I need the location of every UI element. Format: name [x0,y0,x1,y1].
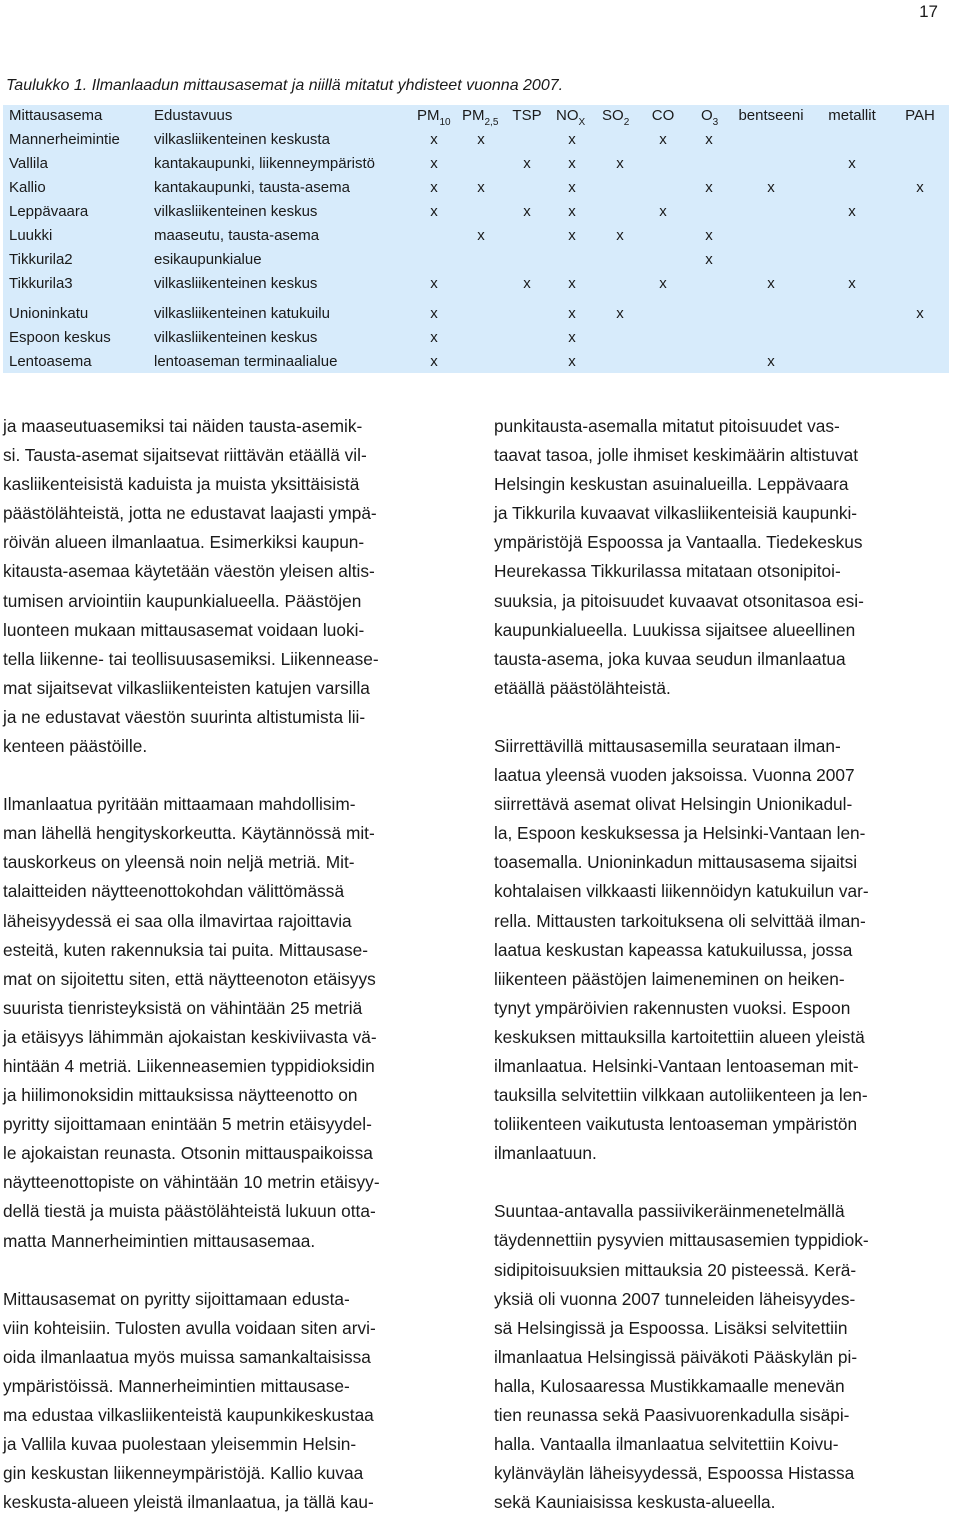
text-line: si. Tausta-asemat sijaitsevat riittävän etäällä vil- [3,445,367,466]
table-row [3,275,949,297]
header-co: CO [651,107,675,124]
text-line: läheisyydessä ei saa olla ilmavirtaa rajoittavia [3,910,352,931]
measure-cell-o3: x [705,227,713,244]
text-line: toasemalla. Unioninkadun mittausasema sijaitsi [494,852,858,873]
header-benzene: bentseeni [738,107,804,124]
text-line: tien reunassa sekä Paasivuorenkadulla sisäpi- [494,1405,850,1425]
measure-cell-o3: x [705,251,713,268]
header-metals: metallit [828,107,876,124]
measure-cell-pm10: x [430,275,438,292]
header-pm10: $PM_{10}$ [417,107,451,128]
table-row [3,227,949,249]
measure-cell-pm25: x [477,179,485,196]
measure-cell-nox: x [568,155,576,172]
measure-cell-tsp: x [523,275,531,292]
text-line: tynyt ympäröivien rakennusten vuoksi. Espoon [494,997,851,1018]
measure-cell-co: x [659,275,667,292]
text-line: mat sijaitsevat vilkasliikenteisten katujen varsilla [3,677,370,698]
measure-cell-pm10: x [430,305,438,322]
text-line: suurista tienristeyksistä on vähintään 25 metriä [3,997,363,1018]
text-line: Heurekassa Tikkurilassa mitataan otsonipitoi- [494,561,841,582]
measure-cell-nox: x [568,275,576,292]
station-representation: vilkasliikenteinen keskusta [154,131,330,148]
measure-cell-pm10: x [430,131,438,148]
text-line: suuksia, ja pitoisuudet kuvaavat otsonitasoa esi- [494,590,864,611]
text-line: ja etäisyys lähimmän ajokaistan keskiviivasta vä- [3,1026,377,1047]
text-line: talaitteiden näytteenottokohdan välittömässä [3,881,345,902]
text-line: taavat tasoa, jolle ihmiset keskimäärin altistuvat [494,445,859,466]
text-line: ympäristöjä Espoossa ja Vantaalla. Tiedekeskus [494,532,863,553]
text-line: gin keskustan liikenneympäristöjä. Kallio kuvaa [3,1463,364,1484]
text-line: keskusta-alueen yleistä ilmanlaatua, ja tällä kau- [3,1492,374,1513]
station-name: Vallila [9,155,48,172]
text-line: mat on sijoitettu siten, että näytteenoton etäisyys [3,968,376,989]
paragraph [494,1197,949,1517]
text-line: Siirrettävillä mittausasemilla seurataan ilman- [494,735,841,756]
text-line: liikenteen päästöjen laimeneminen on heiken- [494,968,845,989]
table-row [3,155,949,177]
text-line: ilmanlaatua Helsingissä päiväkoti Pääskylän pi- [494,1346,858,1367]
measure-cell-benzene: x [767,179,775,196]
text-line: ilmanlaatuun. [494,1143,597,1164]
right-text-column [494,412,949,1517]
measure-cell-so2: x [616,227,624,244]
page-number: 17 [919,2,938,21]
text-line: ilmanlaatua. Helsinki-Vantaan lentoaseman mit- [494,1055,859,1076]
text-line: laatua keskustan kapeassa katukuilussa, jossa [494,939,853,960]
measure-cell-benzene: x [767,353,775,370]
text-line: siirrettävä asemat olivat Helsingin Unionikadul- [494,794,853,815]
text-line: tumisen arviointiin kaupunkialueella. Päästöjen [3,590,362,611]
station-name: Luukki [9,227,53,244]
measure-cell-nox: x [568,203,576,220]
text-line: Helsingin keskustan asuinalueilla. Leppävaara [494,474,849,495]
station-name: Tikkurila2 [9,251,73,268]
header-so2: $SO_2$ [602,107,630,128]
text-line: Suuntaa-antavalla passiivikeräinmenetelmällä [494,1201,845,1222]
measure-cell-metals: x [848,155,856,172]
text-line: röivän alueen ilmanlaatua. Esimerkiksi kaupun- [3,532,365,553]
station-representation: vilkasliikenteinen katukuilu [154,305,330,322]
station-representation: lentoaseman terminaalialue [154,353,338,370]
measure-cell-pm10: x [430,203,438,220]
measure-cell-pm10: x [430,155,438,172]
measure-cell-o3: x [705,131,713,148]
station-name: Kallio [9,179,46,196]
header-tsp: TSP [512,107,542,124]
measure-cell-pm25: x [477,131,485,148]
text-line: etäällä päästölähteistä. [494,677,671,698]
station-name: Mannerheimintie [9,131,120,148]
text-line: kohtalaisen vilkkaasti liikennöidyn katukuilun var- [494,881,869,902]
text-line: viin kohteisiin. Tulosten avulla voidaan siten arvi- [3,1317,376,1338]
text-line: sidipitoisuuksien mittauksia 20 pisteessä. Kerä- [494,1259,857,1280]
header-o3: $O_3$ [701,107,719,128]
stations-table [3,105,949,373]
measure-cell-co: x [659,203,667,220]
text-line: ja hiilimonoksidin mittauksissa näytteenotto on [3,1085,358,1106]
station-representation: maaseutu, tausta-asema [154,227,320,244]
text-line: esteitä, kuten rakennuksia tai puita. Mittausase- [3,939,369,960]
measure-cell-pm10: x [430,353,438,370]
measure-cell-o3: x [705,179,713,196]
table-row [3,353,949,375]
text-line: kaupunkialueella. Luukissa sijaitsee alueellinen [494,619,856,640]
measure-cell-so2: x [616,305,624,322]
paragraph [3,412,458,761]
text-line: päästölähteistä, jotta ne edustavat laajasti ympä- [3,503,377,524]
header-station: Mittausasema [9,107,103,124]
table-row [3,251,949,273]
measure-cell-tsp: x [523,203,531,220]
text-line: täydennettiin pysyvien mittausasemien typpidiok- [494,1230,869,1251]
text-line: laatua yleensä vuoden jaksoissa. Vuonna 2007 [494,765,855,786]
header-pm25: $PM_{2,5}$ [462,107,499,128]
station-representation: kantakaupunki, liikenneympäristö [154,155,375,172]
text-line: ja Tikkurila kuvaavat vilkasliikenteisiä kaupunki- [494,503,858,524]
table-row [3,329,949,351]
text-line: rella. Mittausten tarkoituksena oli selvittää ilman- [494,910,866,931]
text-line: ympäristöissä. Mannerheimintien mittausase- [3,1375,350,1396]
text-line: keskuksen mittauksilla kartoitettiin alueen yleistä [494,1026,865,1047]
header-nox: $NO_X$ [556,107,586,128]
text-line: tausta-asema, joka kuvaa seudun ilmanlaatua [494,648,846,669]
measure-cell-nox: x [568,329,576,346]
text-line: kitausta-asemaa käytetään väestön yleisen altis- [3,561,375,582]
station-name: Unioninkatu [9,305,89,322]
measure-cell-nox: x [568,179,576,196]
table-row [3,305,949,327]
text-line: Ilmanlaatua pyritään mittaamaan mahdollisim- [3,794,356,815]
station-name: Leppävaara [9,203,89,220]
text-line: ja ne edustavat väestön suurinta altistumista lii- [3,706,366,727]
station-name: Espoon keskus [9,329,111,346]
text-line: punkitausta-asemalla mitatut pitoisuudet vas- [494,416,840,436]
measure-cell-pm10: x [430,179,438,196]
text-line: yksiä oli vuonna 2007 tunneleiden läheisyydes- [494,1288,856,1309]
text-line: tella liikenne- tai teollisuusasemiksi. Liikennease- [3,648,379,669]
text-line: matta Mannerheimintien mittausasemaa. [3,1230,316,1251]
table-row [3,203,949,225]
measure-cell-co: x [659,131,667,148]
text-line: man lähellä hengityskorkeutta. Käytännössä mit- [3,823,375,844]
station-name: Tikkurila3 [9,275,73,292]
text-line: sekä Kauniaisissa keskusta-alueella. [494,1492,776,1513]
table-header-row [3,107,949,129]
text-line: luonteen mukaan mittausasemat voidaan luoki- [3,619,365,640]
paragraph [494,412,949,703]
text-line: dellä tiestä ja muista päästölähteistä lukuun otta- [3,1201,376,1222]
text-line: oida ilmanlaatua myös muissa samankaltaisissa [3,1346,371,1367]
text-line: le ajokaistan reunasta. Otsonin mittauspaikoissa [3,1143,373,1164]
text-line: kenteen päästöille. [3,736,148,757]
measure-cell-metals: x [848,275,856,292]
text-line: kylänväylän läheisyydessä, Espoossa Histassa [494,1463,855,1484]
measure-cell-nox: x [568,353,576,370]
measure-cell-pm25: x [477,227,485,244]
table-row [3,131,949,153]
text-line: tauskorkeus on yleensä noin neljä metriä. Mit- [3,852,355,873]
measure-cell-nox: x [568,305,576,322]
text-line: halla. Vantaalla ilmanlaatua selvitettiin Koivu- [494,1434,839,1455]
station-representation: vilkasliikenteinen keskus [154,203,318,220]
measure-cell-metals: x [848,203,856,220]
text-line: tauksilla selvitettiin vilkkaan autoliikenteen ja len- [494,1085,868,1106]
measure-cell-so2: x [616,155,624,172]
text-line: halla, Kulosaaressa Mustikkamaalle menevän [494,1375,845,1396]
station-representation: vilkasliikenteinen keskus [154,275,318,292]
paragraph [3,790,458,1256]
table-caption: Taulukko 1. Ilmanlaadun mittausasemat ja niillä mitatut yhdisteet vuonna 2007. [6,77,564,94]
station-representation: kantakaupunki, tausta-asema [154,179,350,196]
text-line: Mittausasemat on pyritty sijoittamaan edusta- [3,1288,350,1309]
text-line: ja maaseutuasemiksi tai näiden tausta-asemik- [3,416,363,436]
text-line: ma edustaa vilkasliikenteistä kaupunkikeskustaa [3,1405,374,1425]
measure-cell-pm10: x [430,329,438,346]
text-line: hintään 4 metriä. Liikenneasemien typpidioksidin [3,1055,375,1076]
header-pah: PAH [905,107,935,124]
measure-cell-pah: x [916,305,924,322]
measure-cell-benzene: x [767,275,775,292]
station-representation: vilkasliikenteinen keskus [154,329,318,346]
station-representation: esikaupunkialue [154,251,262,268]
header-representation: Edustavuus [154,107,233,124]
text-line: sä Helsingissä ja Espoossa. Lisäksi selvitettiin [494,1317,848,1338]
text-line: la, Espoon keskuksessa ja Helsinki-Vantaan len- [494,823,866,844]
text-line: näytteenottopiste on vähintään 10 metrin etäisyy- [3,1172,380,1193]
text-line: toliikenteen vaikutusta lentoaseman ympäristön [494,1114,858,1135]
left-text-column [3,412,458,1517]
station-name: Lentoasema [9,353,92,370]
table-row [3,179,949,201]
measure-cell-nox: x [568,227,576,244]
measure-cell-pah: x [916,179,924,196]
text-line: ja Vallila kuvaa puolestaan yleisemmin Helsin- [3,1434,357,1455]
text-line: pyritty sijoittamaan enintään 5 metrin etäisyydel- [3,1114,372,1135]
paragraph [494,732,949,1168]
measure-cell-tsp: x [523,155,531,172]
measure-cell-nox: x [568,131,576,148]
paragraph [3,1285,458,1517]
text-line: kasliikenteisistä kaduista ja muista yksittäisistä [3,474,360,495]
